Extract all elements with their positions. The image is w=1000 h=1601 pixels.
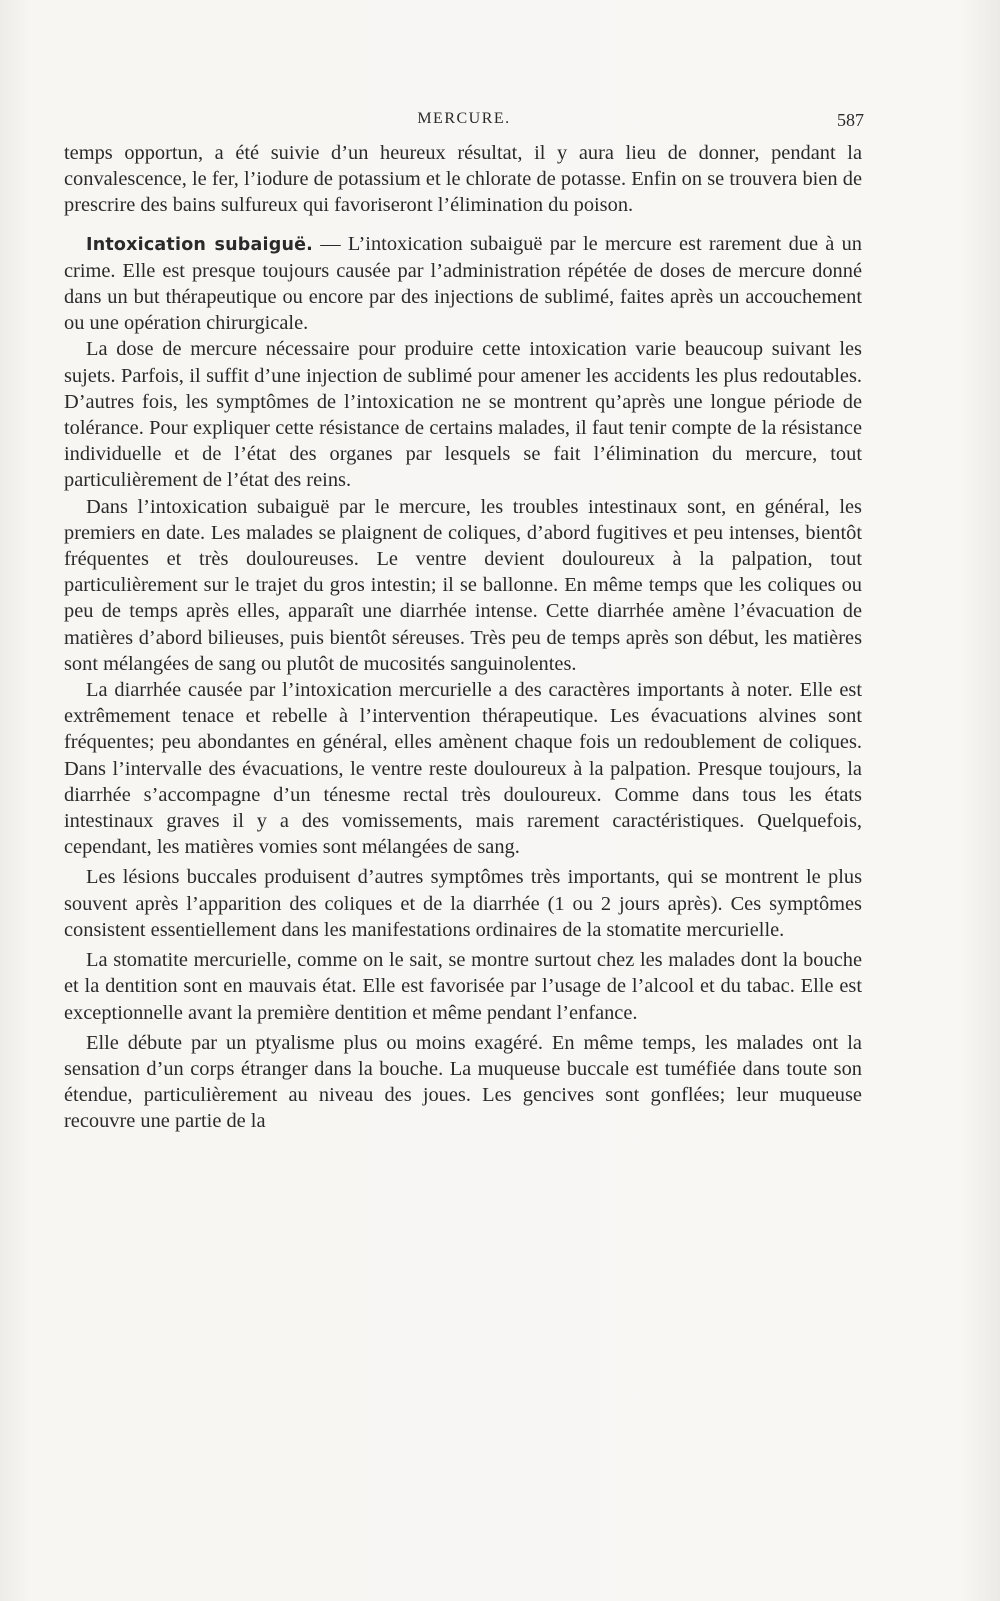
paragraph: La dose de mercure nécessaire pour produire cette intoxication varie beaucoup suivant les sujets. Parfois, il suffit d’une injection de sublimé pour amener les accidents les plus redoutables. D’autres fois, les symptômes de l’intoxication ne se montrent qu’après une longue période de tolérance. Pour expliquer cette résistance de certains malades, il faut tenir compte de la résistance individuelle et de l’état des organes par lesquels se fait l’élimination du mercure, tout particulièrement de l’état des reins. — [64, 338, 862, 492]
page-header — [64, 110, 864, 134]
paragraph-continuation: temps opportun, a été suivie d’un heureux résultat, il y aura lieu de donner, pendant la convalescence, le fer, l’iodure de potassium et le chlorate de potasse. Enfin on se trouvera bien de prescrire des bains sulfureux qui favoriseront l’élimination du poison. — [64, 142, 862, 217]
paragraph: La diarrhée causée par l’intoxication mercurielle a des caractères importants à noter. Elle est extrêmement tenace et rebelle à l’intervention thérapeutique. Les évacuations alvines sont fréquentes; peu abondantes en général, elles amènent chaque fois un redoublement de coliques. Dans l’intervalle des évacuations, le ventre reste douloureux à la palpation. Presque toujours, la diarrhée s’accompagne d’un ténesme rectal très douloureux. Comme dans tous les états intestinaux graves il y a des vomissements, mais rarement caractéristiques. Quelquefois, cependant, les matières vomies sont mélangées de sang. — [64, 679, 862, 859]
paragraph-section-start — [64, 231, 862, 337]
paragraph-text: — L’intoxication subaiguë par le mercure est rarement due à un crime. Elle est presque toujours causée par l’administration répétée de doses de mercure donné dans un but thérapeutique ou encore par des injections de sublimé, faites après un accouchement ou une opération chirurgicale. — [64, 232, 862, 335]
paragraph: La stomatite mercurielle, comme on le sait, se montre surtout chez les malades dont la bouche et la dentition sont en mauvais état. Elle est favorisée par l’usage de l’alcool et du tabac. Elle est exceptionnelle avant la première dentition et même pendant l’enfance. — [64, 949, 862, 1024]
running-title: MERCURE. — [417, 110, 511, 127]
section-heading: Intoxication subaiguë. — [86, 234, 314, 255]
paragraph: Les lésions buccales produisent d’autres symptômes très importants, qui se montrent le plus souvent après l’apparition des coliques et de la diarrhée (1 ou 2 jours après). Ces symptômes consistent essentiellement dans les manifestations ordinaires de la stomatite mercurielle. — [64, 866, 862, 941]
paragraph: Dans l’intoxication subaiguë par le mercure, les troubles intestinaux sont, en général, les premiers en date. Les malades se plaignent de coliques, d’abord fugitives et peu intenses, bientôt fréquentes et très douloureuses. Le ventre devient douloureux à la palpation, tout particulièrement sur le trajet du gros intestin; il se ballonne. En même temps que les coliques ou peu de temps après elles, apparaît une diarrhée intense. Cette diarrhée amène l’évacuation de matières d’abord bilieuses, puis bientôt séreuses. Très peu de temps après son début, les matières sont mélangées de sang ou plutôt de mucosités sanguinolentes. — [64, 495, 862, 675]
paragraph: Elle débute par un ptyalisme plus ou moins exagéré. En même temps, les malades ont la sensation d’un corps étranger dans la bouche. La muqueuse buccale est tuméfiée dans toute son étendue, particulièrement au niveau des joues. Les gencives sont gonflées; leur muqueuse recouvre une partie de la — [64, 1031, 862, 1133]
page-number: 587 — [837, 110, 864, 130]
body-text — [64, 140, 862, 1135]
